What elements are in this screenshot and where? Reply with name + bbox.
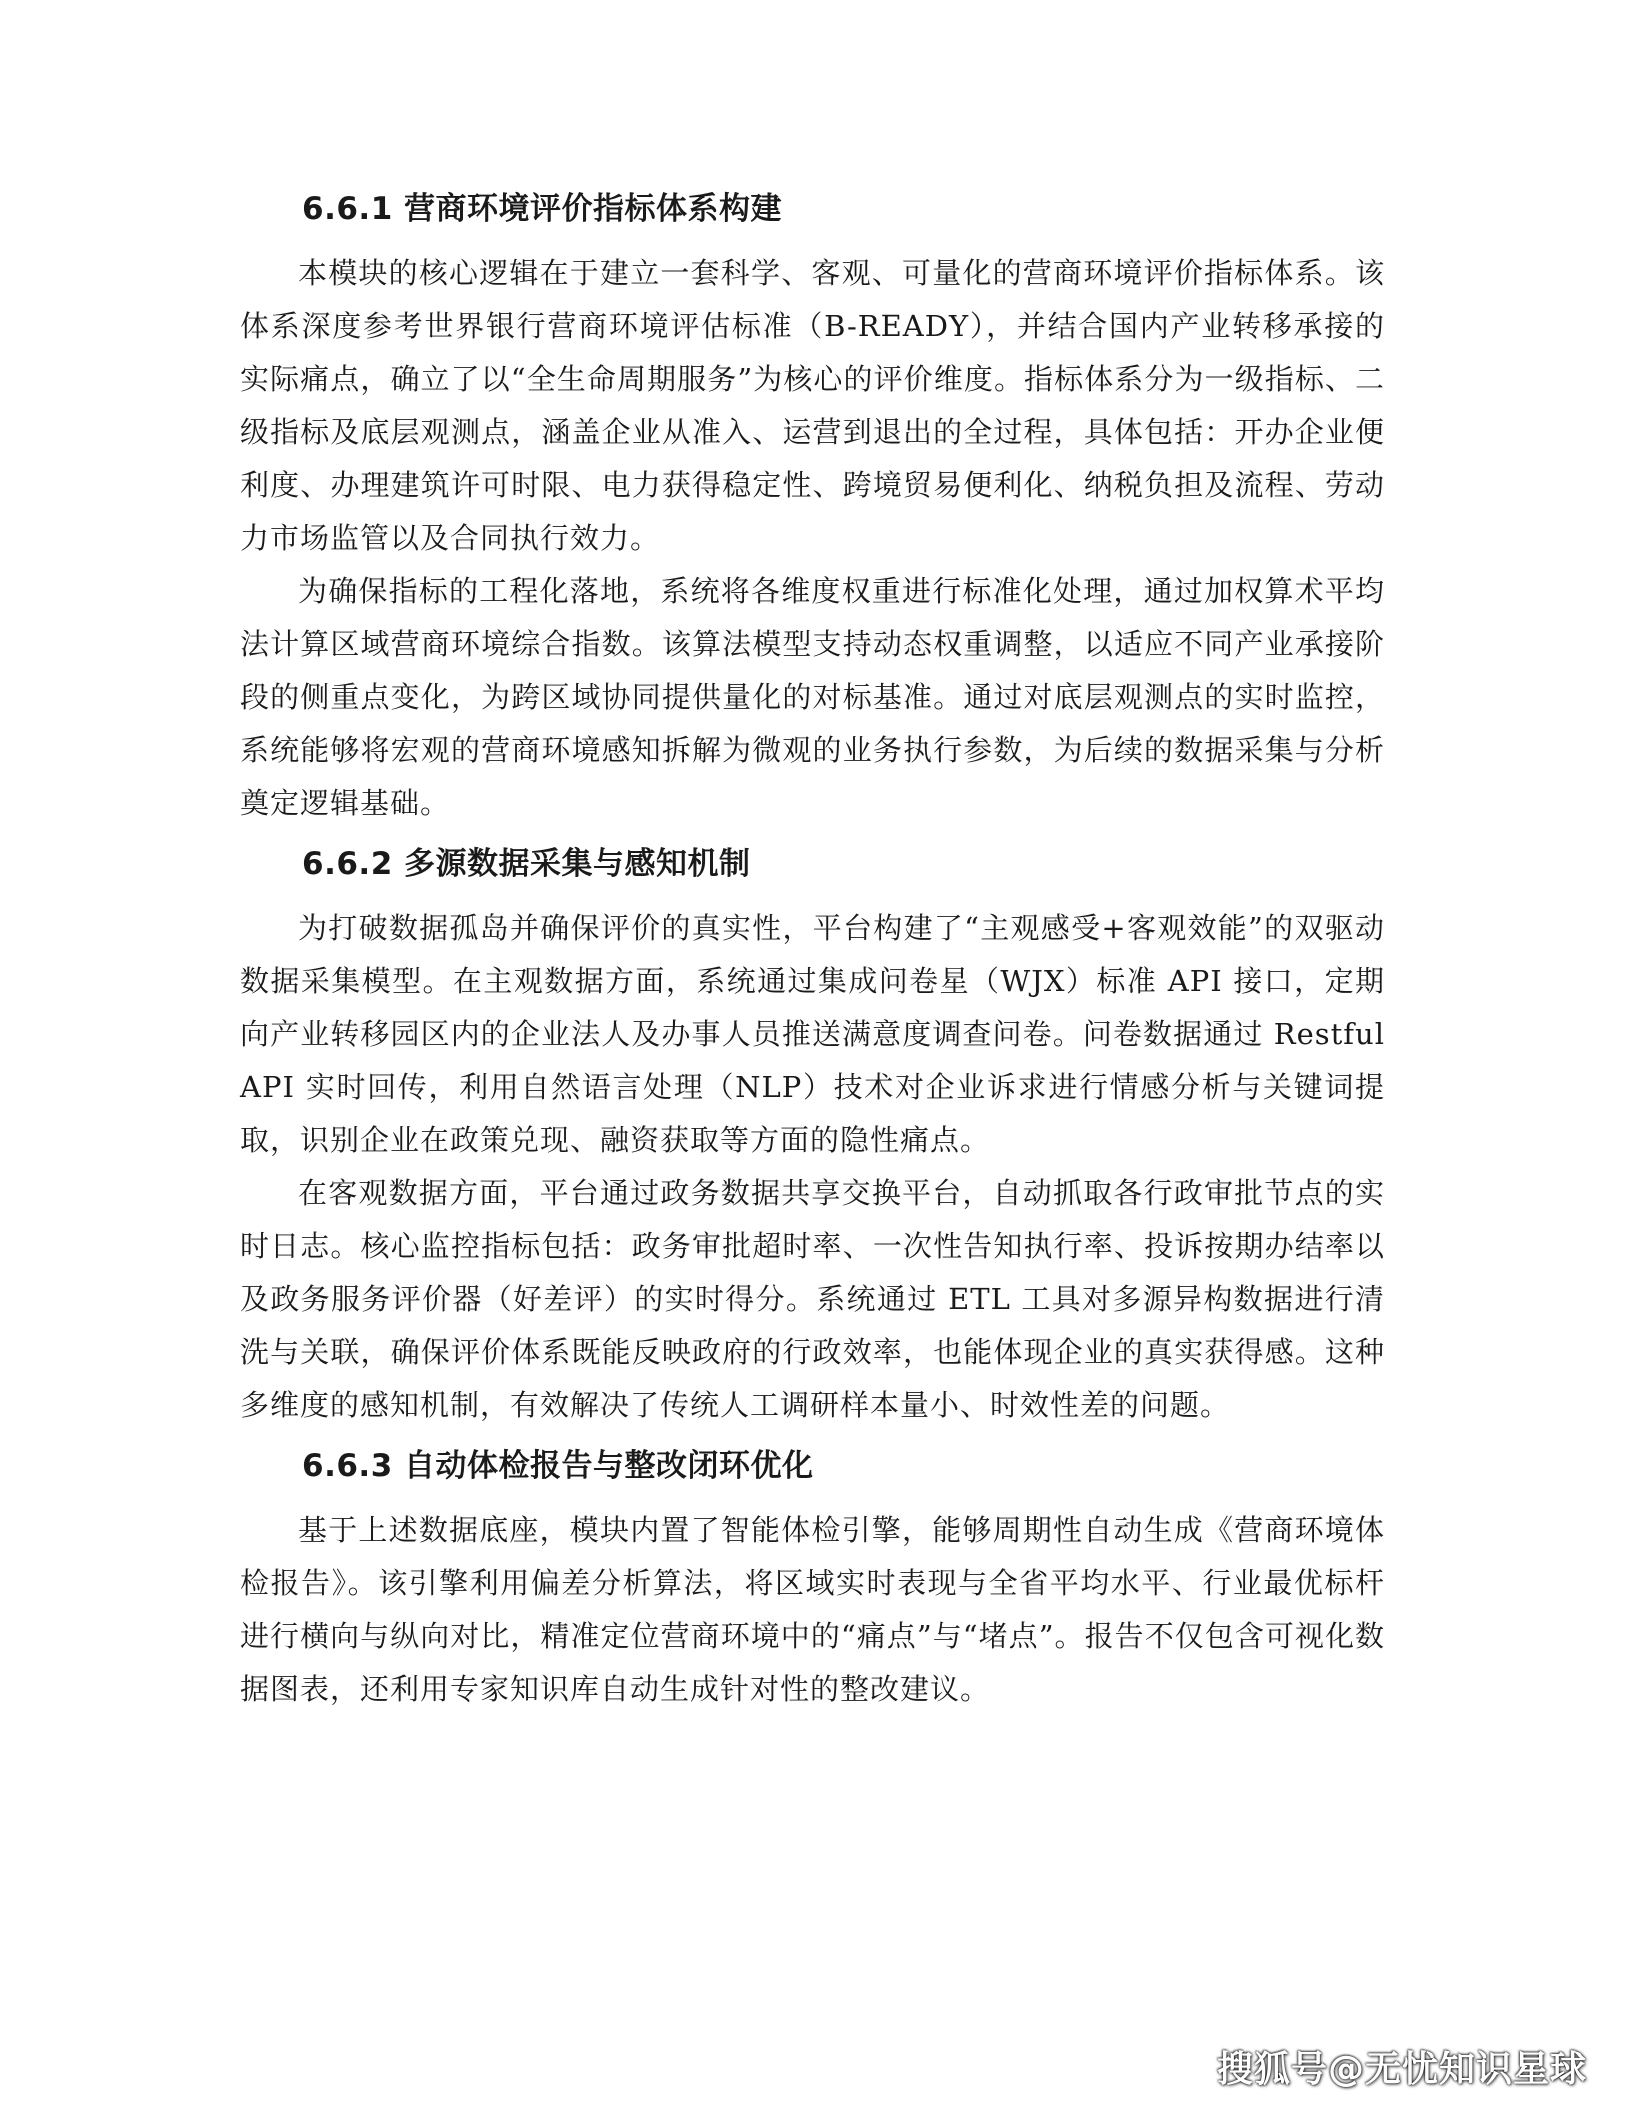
paragraph: 为打破数据孤岛并确保评价的真实性，平台构建了“主观感受+客观效能”的双驱动数据采集模型。在主观数据方面，系统通过集成问卷星（WJX）标准 API 接口，定期向产业转移园区内的企业法人及办事人员推送满意度调查问卷。问卷数据通过 Restful API 实时回传，利用自然语言处理（NLP）技术对企业诉求进行情感分析与关键词提取，识别企业在政策兑现、融资获取等方面的隐性痛点。 — [240, 911, 1385, 1157]
section-6-6-2 — [240, 840, 1385, 1432]
section-6-6-1 — [240, 185, 1385, 830]
section-heading: 6.6.1 营商环境评价指标体系构建 — [302, 191, 783, 227]
section-heading: 6.6.3 自动体检报告与整改闭环优化 — [302, 1448, 814, 1484]
paragraph: 基于上述数据底座，模块内置了智能体检引擎，能够周期性自动生成《营商环境体检报告》。该引擎利用偏差分析算法，将区域实时表现与全省平均水平、行业最优标杆进行横向与纵向对比，精准定位营商环境中的“痛点”与“堵点”。报告不仅包含可视化数据图表，还利用专家知识库自动生成针对性的整改建议。 — [240, 1513, 1385, 1706]
paragraph: 本模块的核心逻辑在于建立一套科学、客观、可量化的营商环境评价指标体系。该体系深度参考世界银行营商环境评估标准（B-READY），并结合国内产业转移承接的实际痛点，确立了以“全生命周期服务”为核心的评价维度。指标体系分为一级指标、二级指标及底层观测点，涵盖企业从准入、运营到退出的全过程，具体包括：开办企业便利度、办理建筑许可时限、电力获得稳定性、跨境贸易便利化、纳税负担及流程、劳动力市场监管以及合同执行效力。 — [240, 256, 1385, 555]
section-heading: 6.6.2 多源数据采集与感知机制 — [302, 846, 751, 882]
document-body — [240, 185, 1385, 1716]
watermark: 搜狐号@无忧知识星球 — [1216, 2049, 1587, 2090]
paragraph: 为确保指标的工程化落地，系统将各维度权重进行标准化处理，通过加权算术平均法计算区域营商环境综合指数。该算法模型支持动态权重调整，以适应不同产业承接阶段的侧重点变化，为跨区域协同提供量化的对标基准。通过对底层观测点的实时监控，系统能够将宏观的营商环境感知拆解为微观的业务执行参数，为后续的数据采集与分析奠定逻辑基础。 — [240, 574, 1385, 820]
paragraph: 在客观数据方面，平台通过政务数据共享交换平台，自动抓取各行政审批节点的实时日志。核心监控指标包括：政务审批超时率、一次性告知执行率、投诉按期办结率以及政务服务评价器（好差评）的实时得分。系统通过 ETL 工具对多源异构数据进行清洗与关联，确保评价体系既能反映政府的行政效率，也能体现企业的真实获得感。这种多维度的感知机制，有效解决了传统人工调研样本量小、时效性差的问题。 — [240, 1176, 1385, 1422]
section-6-6-3 — [240, 1442, 1385, 1716]
